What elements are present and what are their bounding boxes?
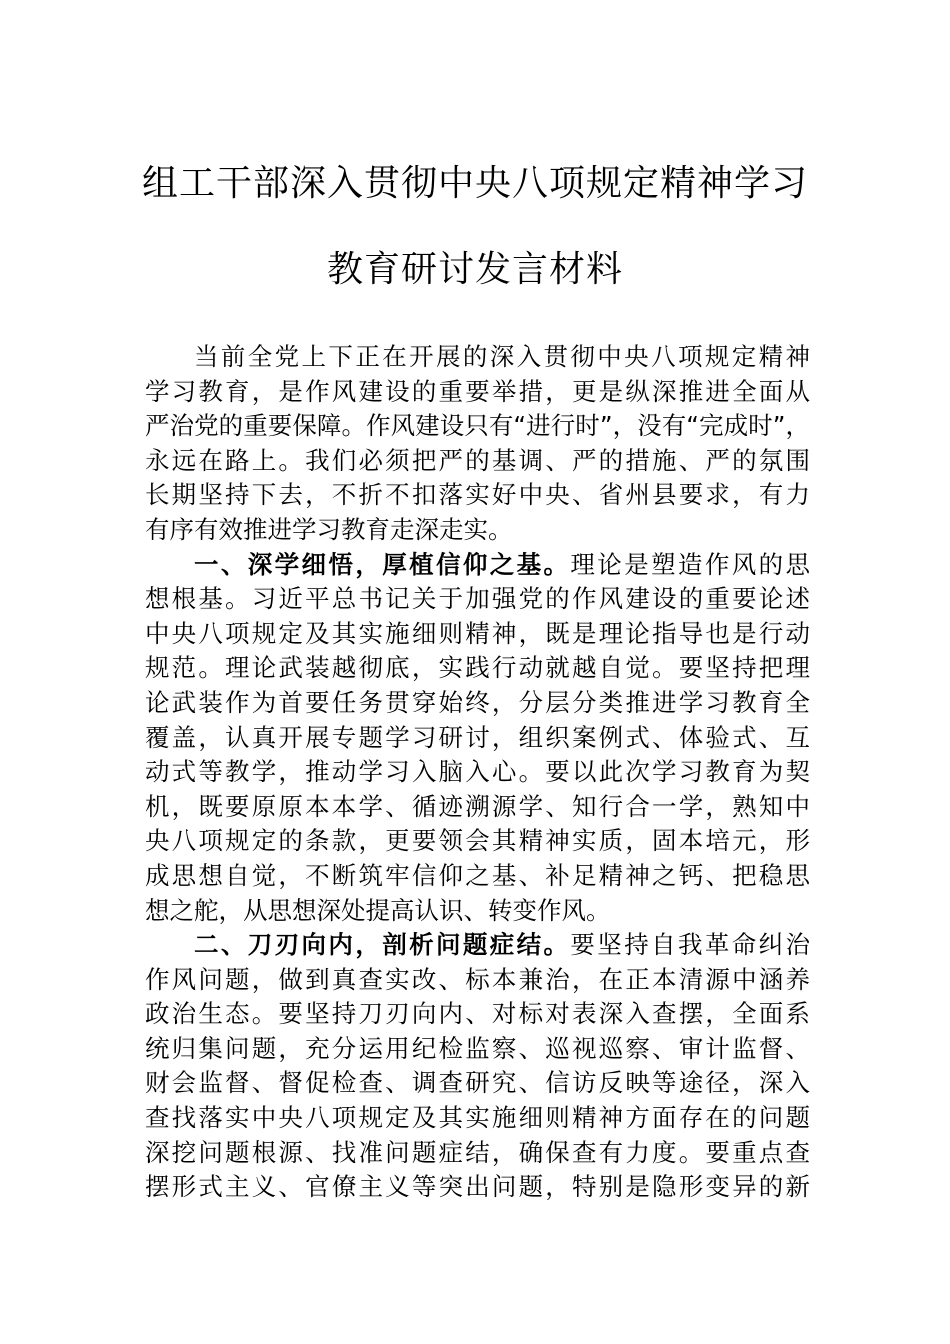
text-line: 想之舵，从思想深处提高认识、转变作风。 [145, 895, 611, 925]
text-line: 规范。理论武装越彻底，实践行动就越自觉。要坚持把理 [145, 653, 810, 683]
text-line: 当前全党上下正在开展的深入贯彻中央八项规定精神 [194, 342, 810, 371]
text-segment: 要坚持自我革命纠治 [570, 930, 811, 960]
text-line: 作风问题，做到真查实改、标本兼治，在正本清源中涵养 [145, 964, 810, 994]
text-line [145, 548, 810, 583]
text-segment: 理论是塑造作风的思 [570, 549, 811, 579]
text-line: 查找落实中央八项规定及其实施细则精神方面存在的问题 [145, 1103, 810, 1133]
text-line: 长期坚持下去，不折不扣落实好中央、省州县要求，有力 [145, 480, 810, 510]
text-line: 论武装作为首要任务贯穿始终，分层分类推进学习教育全 [145, 687, 810, 717]
text-line: 机，既要原原本本学、循迹溯源学、知行合一学，熟知中 [145, 791, 810, 821]
text-line: 政治生态。要坚持刀刃向内、对标对表深入查摆，全面系 [145, 999, 810, 1029]
text-line: 学习教育，是作风建设的重要举措，更是纵深推进全面从 [145, 376, 810, 406]
text-line: 动式等教学，推动学习入脑入心。要以此次学习教育为契 [145, 757, 810, 787]
section-heading: 一、深学细悟，厚植信仰之基。 [194, 549, 571, 579]
text-line: 中央八项规定及其实施细则精神，既是理论指导也是行动 [145, 618, 810, 648]
text-line: 财会监督、督促检查、调查研究、信访反映等途径，深入 [145, 1068, 810, 1098]
text-line: 央八项规定的条款，更要领会其精神实质，固本培元，形 [145, 826, 810, 856]
paragraph-section-2 [145, 928, 810, 1205]
document-title-line-2: 教育研讨发言材料 [326, 249, 623, 290]
text-line: 覆盖，认真开展专题学习研讨，组织案例式、体验式、互 [145, 722, 810, 752]
text-line: 严治党的重要保障。作风建设只有“进行时”，没有“完成时”， [145, 411, 810, 441]
paragraph-intro [145, 340, 810, 548]
text-line: 统归集问题，充分运用纪检监察、巡视巡察、审计监督、 [145, 1033, 810, 1063]
document-body [145, 340, 810, 1205]
paragraph-section-1 [145, 548, 810, 929]
text-line: 深挖问题根源、找准问题症结，确保查有力度。要重点查 [145, 1137, 810, 1167]
text-line [145, 928, 810, 963]
text-line: 有序有效推进学习教育走深走实。 [145, 514, 513, 544]
text-line: 摆形式主义、官僚主义等突出问题，特别是隐形变异的新 [145, 1172, 810, 1202]
section-heading: 二、刀刃向内，剖析问题症结。 [194, 930, 571, 960]
text-line: 永远在路上。我们必须把严的基调、严的措施、严的氛围 [145, 445, 810, 475]
text-line: 想根基。习近平总书记关于加强党的作风建设的重要论述 [145, 584, 810, 614]
text-line: 成思想自觉，不断筑牢信仰之基、补足精神之钙、把稳思 [145, 860, 810, 890]
document-title-line-1: 组工干部深入贯彻中央八项规定精神学习 [141, 163, 808, 204]
